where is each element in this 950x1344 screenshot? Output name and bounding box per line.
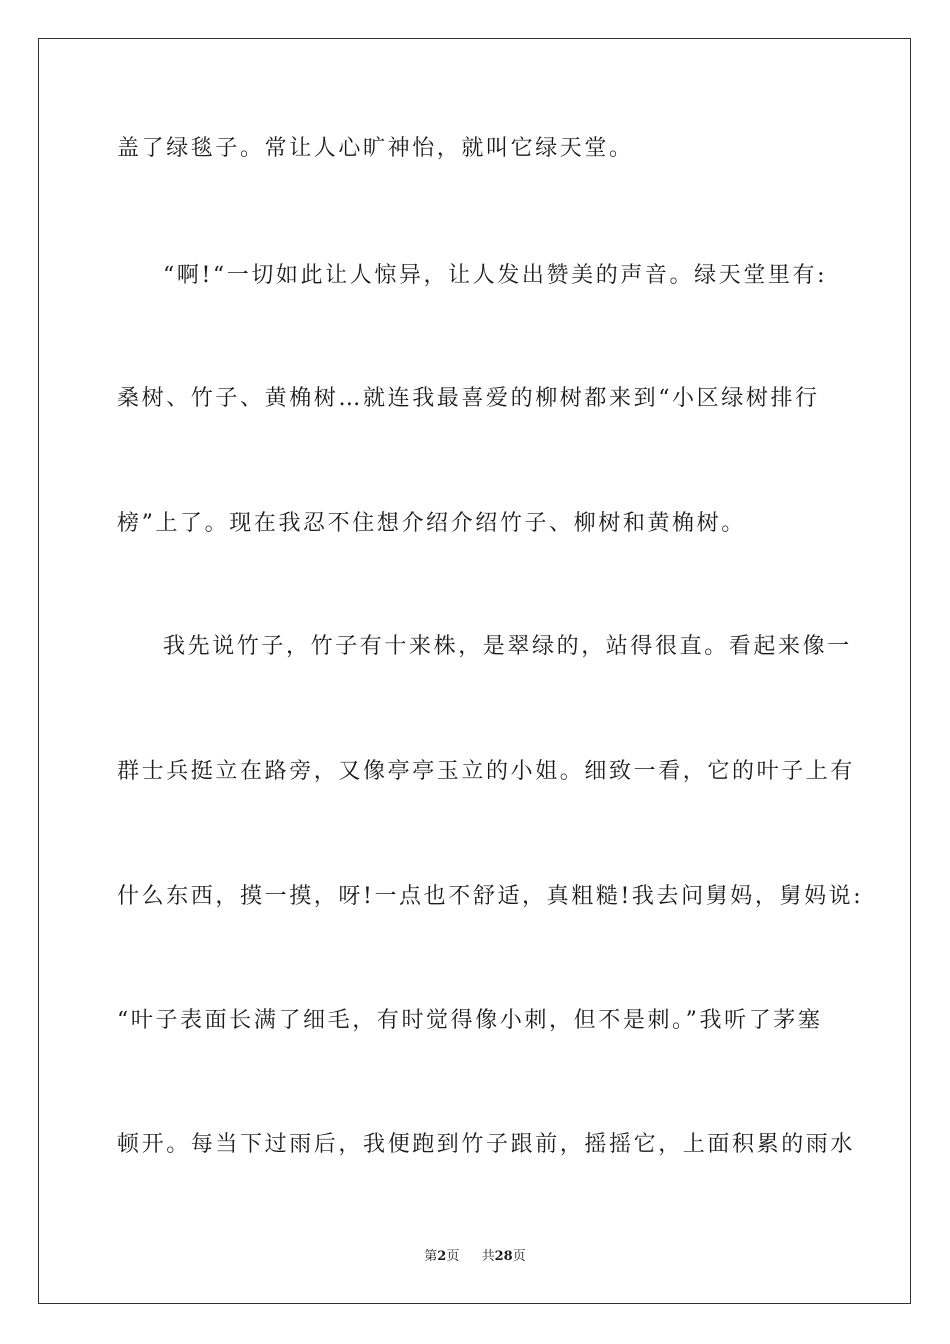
- total-pages: 28: [494, 1249, 513, 1264]
- paragraph-line: “啊!“一切如此让人惊异，让人发出赞美的声音。绿天堂里有:: [163, 263, 828, 288]
- paragraph-line: 盖了绿毯子。常让人心旷神怡，就叫它绿天堂。: [117, 136, 634, 161]
- page-number: 2: [437, 1249, 447, 1264]
- total-pages-label: 共28页: [481, 1249, 526, 1264]
- paragraph-line: 桑树、竹子、黄桷树…就连我最喜爱的柳树都来到“小区绿树排行: [117, 386, 820, 411]
- paragraph-line: 什么东西，摸一摸，呀!一点也不舒适，真粗糙!我去问舅妈，舅妈说:: [117, 884, 864, 909]
- paragraph-line: 我先说竹子，竹子有十来株，是翠绿的，站得很直。看起来像一: [163, 634, 852, 659]
- paragraph-line: 群士兵挺立在路旁，又像亭亭玉立的小姐。细致一看，它的叶子上有: [117, 759, 856, 784]
- page-border: [38, 38, 911, 1304]
- paragraph-line: “叶子表面长满了细毛，有时觉得像小刺，但不是刺。”我听了茅塞: [117, 1008, 823, 1033]
- page-number-label: 第2页: [424, 1249, 460, 1264]
- page-footer: [0, 1248, 950, 1266]
- paragraph-line: 榜”上了。现在我忍不住想介绍介绍竹子、柳树和黄桷树。: [117, 511, 746, 536]
- paragraph-line: 顿开。每当下过雨后，我便跑到竹子跟前，摇摇它，上面积累的雨水: [117, 1132, 856, 1157]
